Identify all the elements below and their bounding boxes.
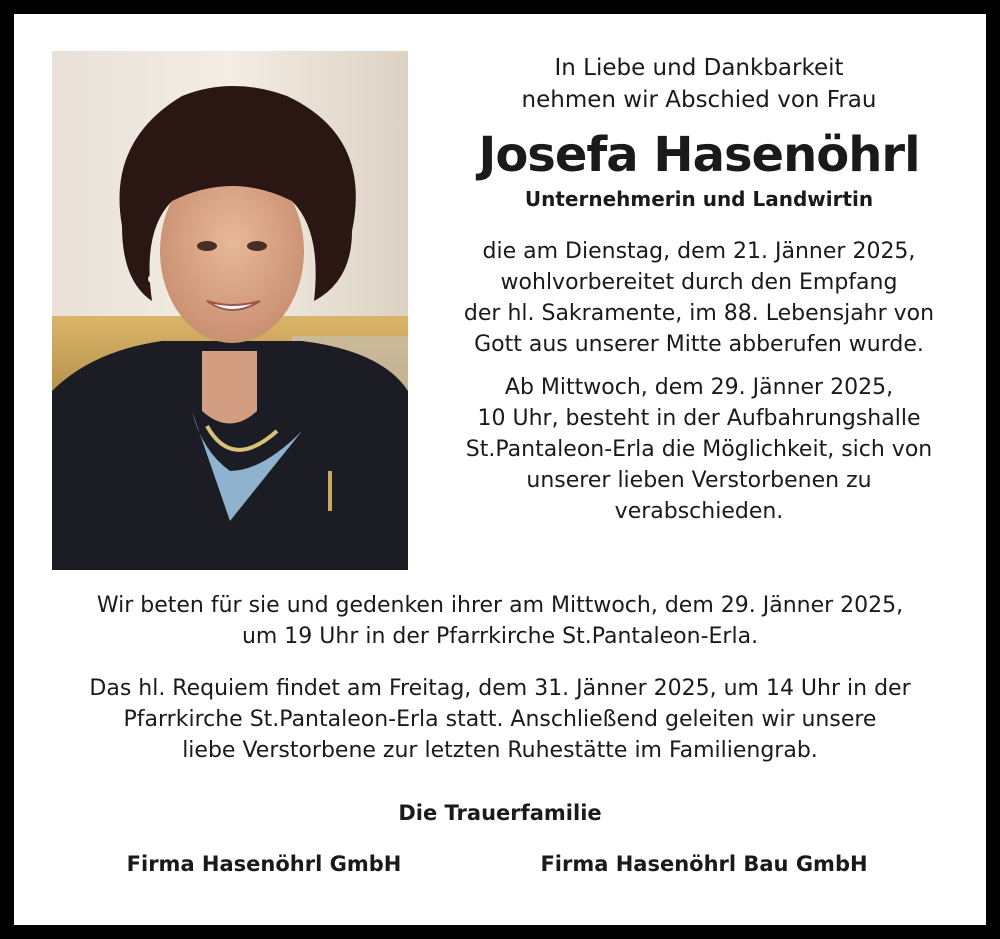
announcement-header: [444, 52, 954, 527]
text-line: um 19 Uhr in der Pfarrkirche St.Pantaleon-Erla.: [241, 624, 759, 649]
intro-line: nehmen wir Abschied von Frau: [521, 87, 877, 113]
text-line: verabschieden.: [614, 499, 784, 524]
text-line: St.Pantaleon-Erla die Möglichkeit, sich von: [465, 437, 933, 462]
text-line: die am Dienstag, dem 21. Jänner 2025,: [482, 239, 916, 264]
text-line: 10 Uhr, besteht in der Aufbahrungshalle: [477, 406, 921, 431]
text-line: Wir beten für sie und gedenken ihrer am Mittwoch, dem 29. Jänner 2025,: [96, 593, 904, 618]
obituary-card: [14, 14, 986, 925]
intro-text: [444, 52, 954, 116]
signature-company-2: Firma Hasenöhrl Bau GmbH: [540, 852, 868, 876]
portrait-image: [52, 51, 408, 570]
text-line: Das hl. Requiem findet am Freitag, dem 31. Jänner 2025, um 14 Uhr in der: [89, 676, 911, 701]
intro-line: In Liebe und Dankbarkeit: [554, 55, 844, 81]
requiem-paragraph: [14, 673, 986, 766]
signature-family: Die Trauerfamilie: [398, 801, 602, 825]
text-line: der hl. Sakramente, im 88. Lebensjahr von: [463, 301, 935, 326]
text-line: Gott aus unserer Mitte abberufen wurde.: [474, 332, 924, 357]
text-line: Pfarrkirche St.Pantaleon-Erla statt. Anschließend geleiten wir unsere: [123, 707, 877, 732]
deceased-name: Josefa Hasenöhrl: [478, 127, 920, 183]
prayer-paragraph: [14, 590, 986, 652]
text-line: wohlvorbereitet durch den Empfang: [500, 270, 898, 295]
text-line: liebe Verstorbene zur letzten Ruhestätte im Familiengrab.: [182, 738, 818, 763]
portrait-photo: [52, 51, 408, 570]
deceased-role: Unternehmerin und Landwirtin: [524, 187, 874, 211]
death-notice-paragraph: [444, 236, 954, 360]
text-line: unserer lieben Verstorbenen zu: [526, 468, 872, 493]
viewing-paragraph: [444, 372, 954, 527]
text-line: Ab Mittwoch, dem 29. Jänner 2025,: [504, 375, 894, 400]
signature-company-1: Firma Hasenöhrl GmbH: [126, 852, 402, 876]
